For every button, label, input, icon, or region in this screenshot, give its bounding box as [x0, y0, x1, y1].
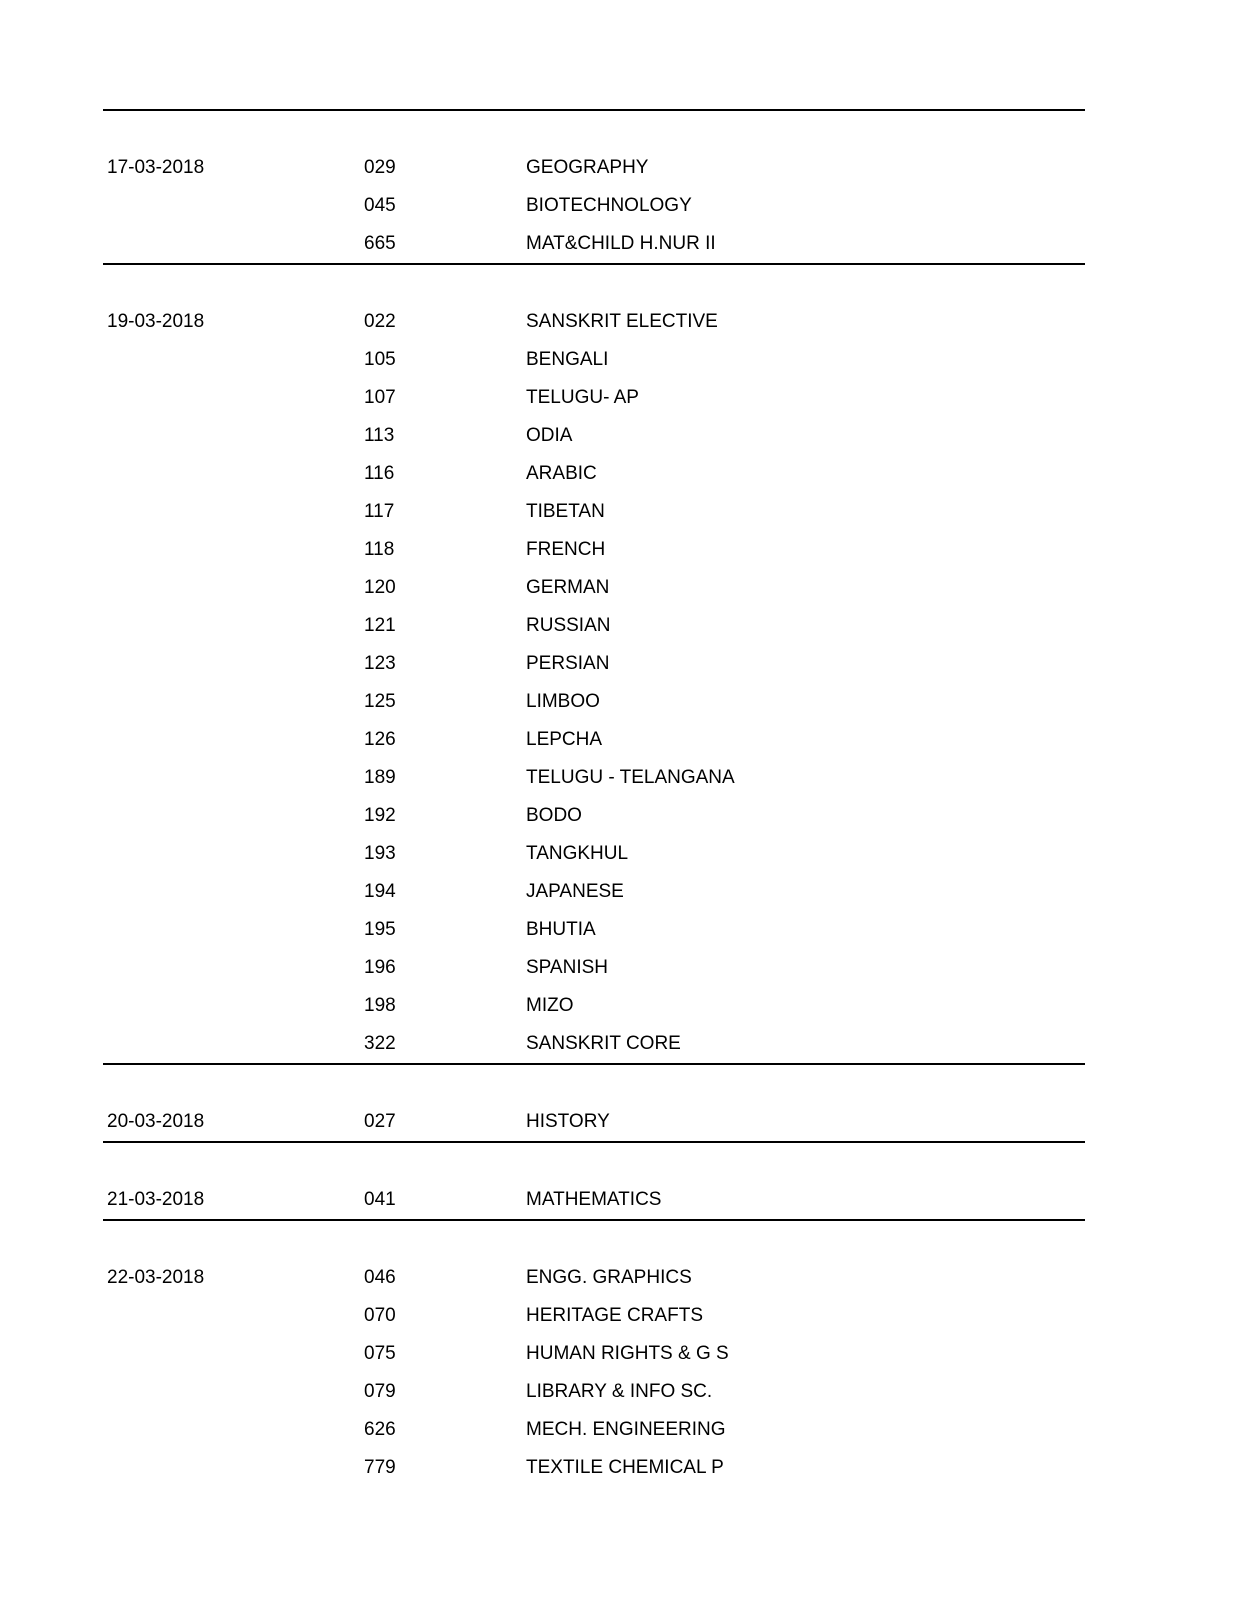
- schedule-row: [103, 835, 1085, 873]
- subject-code: 125: [364, 691, 396, 712]
- subject-code: 779: [364, 1457, 396, 1478]
- exam-date: 22-03-2018: [107, 1267, 205, 1288]
- subject-name: TIBETAN: [526, 501, 605, 522]
- subject-name: BIOTECHNOLOGY: [526, 195, 692, 216]
- subject-code: 196: [364, 957, 396, 978]
- subject-name: HERITAGE CRAFTS: [526, 1305, 703, 1326]
- subject-code: 117: [364, 501, 395, 522]
- schedule-row: [103, 493, 1085, 531]
- schedule-row: [103, 1025, 1085, 1063]
- schedule-row: [103, 683, 1085, 721]
- schedule-row: [103, 187, 1085, 225]
- subject-code: 022: [364, 311, 396, 332]
- subject-name: BENGALI: [526, 349, 609, 370]
- subject-name: BODO: [526, 805, 582, 826]
- subject-code: 194: [364, 881, 396, 902]
- schedule-row: [103, 455, 1085, 493]
- subject-code: 665: [364, 233, 396, 254]
- subject-code: 322: [364, 1033, 396, 1054]
- date-block: [103, 1143, 1085, 1221]
- block-spacer: [103, 265, 1085, 303]
- schedule-row: [103, 149, 1085, 187]
- subject-name: RUSSIAN: [526, 615, 611, 636]
- subject-name: HISTORY: [526, 1111, 610, 1132]
- date-block: [103, 265, 1085, 1065]
- schedule-row: [103, 721, 1085, 759]
- subject-code: 027: [364, 1111, 396, 1132]
- schedule-row: [103, 379, 1085, 417]
- subject-name: TELUGU - TELANGANA: [526, 767, 735, 788]
- schedule-row: [103, 417, 1085, 455]
- subject-code: 120: [364, 577, 396, 598]
- subject-name: LIMBOO: [526, 691, 600, 712]
- subject-code: 121: [364, 615, 396, 636]
- block-spacer: [103, 111, 1085, 149]
- schedule-row: [103, 949, 1085, 987]
- subject-name: ENGG. GRAPHICS: [526, 1267, 692, 1288]
- subject-name: HUMAN RIGHTS & G S: [526, 1343, 729, 1364]
- subject-code: 192: [364, 805, 396, 826]
- subject-name: FRENCH: [526, 539, 606, 560]
- schedule-row: [103, 987, 1085, 1025]
- subject-name: SANSKRIT CORE: [526, 1033, 681, 1054]
- subject-code: 070: [364, 1305, 396, 1326]
- schedule-row: [103, 1373, 1085, 1411]
- schedule-row: [103, 1297, 1085, 1335]
- subject-name: MIZO: [526, 995, 574, 1016]
- block-spacer: [103, 1143, 1085, 1181]
- subject-name: GERMAN: [526, 577, 610, 598]
- exam-date: 21-03-2018: [107, 1189, 205, 1210]
- subject-code: 123: [364, 653, 396, 674]
- subject-name: BHUTIA: [526, 919, 596, 940]
- subject-name: MECH. ENGINEERING: [526, 1419, 726, 1440]
- schedule-row: [103, 645, 1085, 683]
- subject-code: 041: [364, 1189, 396, 1210]
- subject-code: 626: [364, 1419, 396, 1440]
- block-spacer: [103, 1065, 1085, 1103]
- schedule-row: [103, 911, 1085, 949]
- subject-code: 126: [364, 729, 396, 750]
- subject-name: SPANISH: [526, 957, 609, 978]
- subject-name: MAT&CHILD H.NUR II: [526, 233, 716, 254]
- schedule-row: [103, 759, 1085, 797]
- subject-code: 116: [364, 463, 395, 484]
- subject-code: 195: [364, 919, 396, 940]
- block-spacer: [103, 1221, 1085, 1259]
- subject-code: 193: [364, 843, 396, 864]
- date-block: [103, 111, 1085, 265]
- subject-code: 045: [364, 195, 396, 216]
- subject-code: 075: [364, 1343, 396, 1364]
- subject-name: LIBRARY & INFO SC.: [526, 1381, 713, 1402]
- subject-name: LEPCHA: [526, 729, 603, 750]
- subject-name: TANGKHUL: [526, 843, 629, 864]
- date-block: [103, 1065, 1085, 1143]
- subject-name: ODIA: [526, 425, 573, 446]
- subject-name: MATHEMATICS: [526, 1189, 662, 1210]
- exam-date: 19-03-2018: [107, 311, 205, 332]
- subject-code: 107: [364, 387, 396, 408]
- subject-name: TELUGU- AP: [526, 387, 639, 408]
- exam-date: 17-03-2018: [107, 157, 205, 178]
- subject-code: 113: [364, 425, 395, 446]
- schedule-row: [103, 1449, 1085, 1487]
- subject-name: GEOGRAPHY: [526, 157, 649, 178]
- exam-date: 20-03-2018: [107, 1111, 205, 1132]
- date-block: [103, 1221, 1085, 1487]
- date-blocks: [103, 111, 1085, 1487]
- subject-code: 079: [364, 1381, 396, 1402]
- subject-code: 118: [364, 539, 395, 560]
- schedule-row: [103, 225, 1085, 263]
- schedule-row: [103, 1335, 1085, 1373]
- subject-code: 105: [364, 349, 396, 370]
- subject-name: TEXTILE CHEMICAL P: [526, 1457, 724, 1478]
- schedule-row: [103, 1103, 1085, 1141]
- subject-code: 189: [364, 767, 396, 788]
- schedule-row: [103, 341, 1085, 379]
- schedule-row: [103, 303, 1085, 341]
- subject-code: 029: [364, 157, 396, 178]
- schedule-row: [103, 873, 1085, 911]
- schedule-row: [103, 1181, 1085, 1219]
- subject-name: JAPANESE: [526, 881, 624, 902]
- schedule-row: [103, 569, 1085, 607]
- subject-code: 198: [364, 995, 396, 1016]
- schedule-row: [103, 1411, 1085, 1449]
- subject-code: 046: [364, 1267, 396, 1288]
- schedule-row: [103, 797, 1085, 835]
- schedule-row: [103, 531, 1085, 569]
- exam-schedule: [103, 109, 1085, 1487]
- schedule-row: [103, 1259, 1085, 1297]
- subject-name: ARABIC: [526, 463, 597, 484]
- subject-name: PERSIAN: [526, 653, 610, 674]
- subject-name: SANSKRIT ELECTIVE: [526, 311, 718, 332]
- schedule-row: [103, 607, 1085, 645]
